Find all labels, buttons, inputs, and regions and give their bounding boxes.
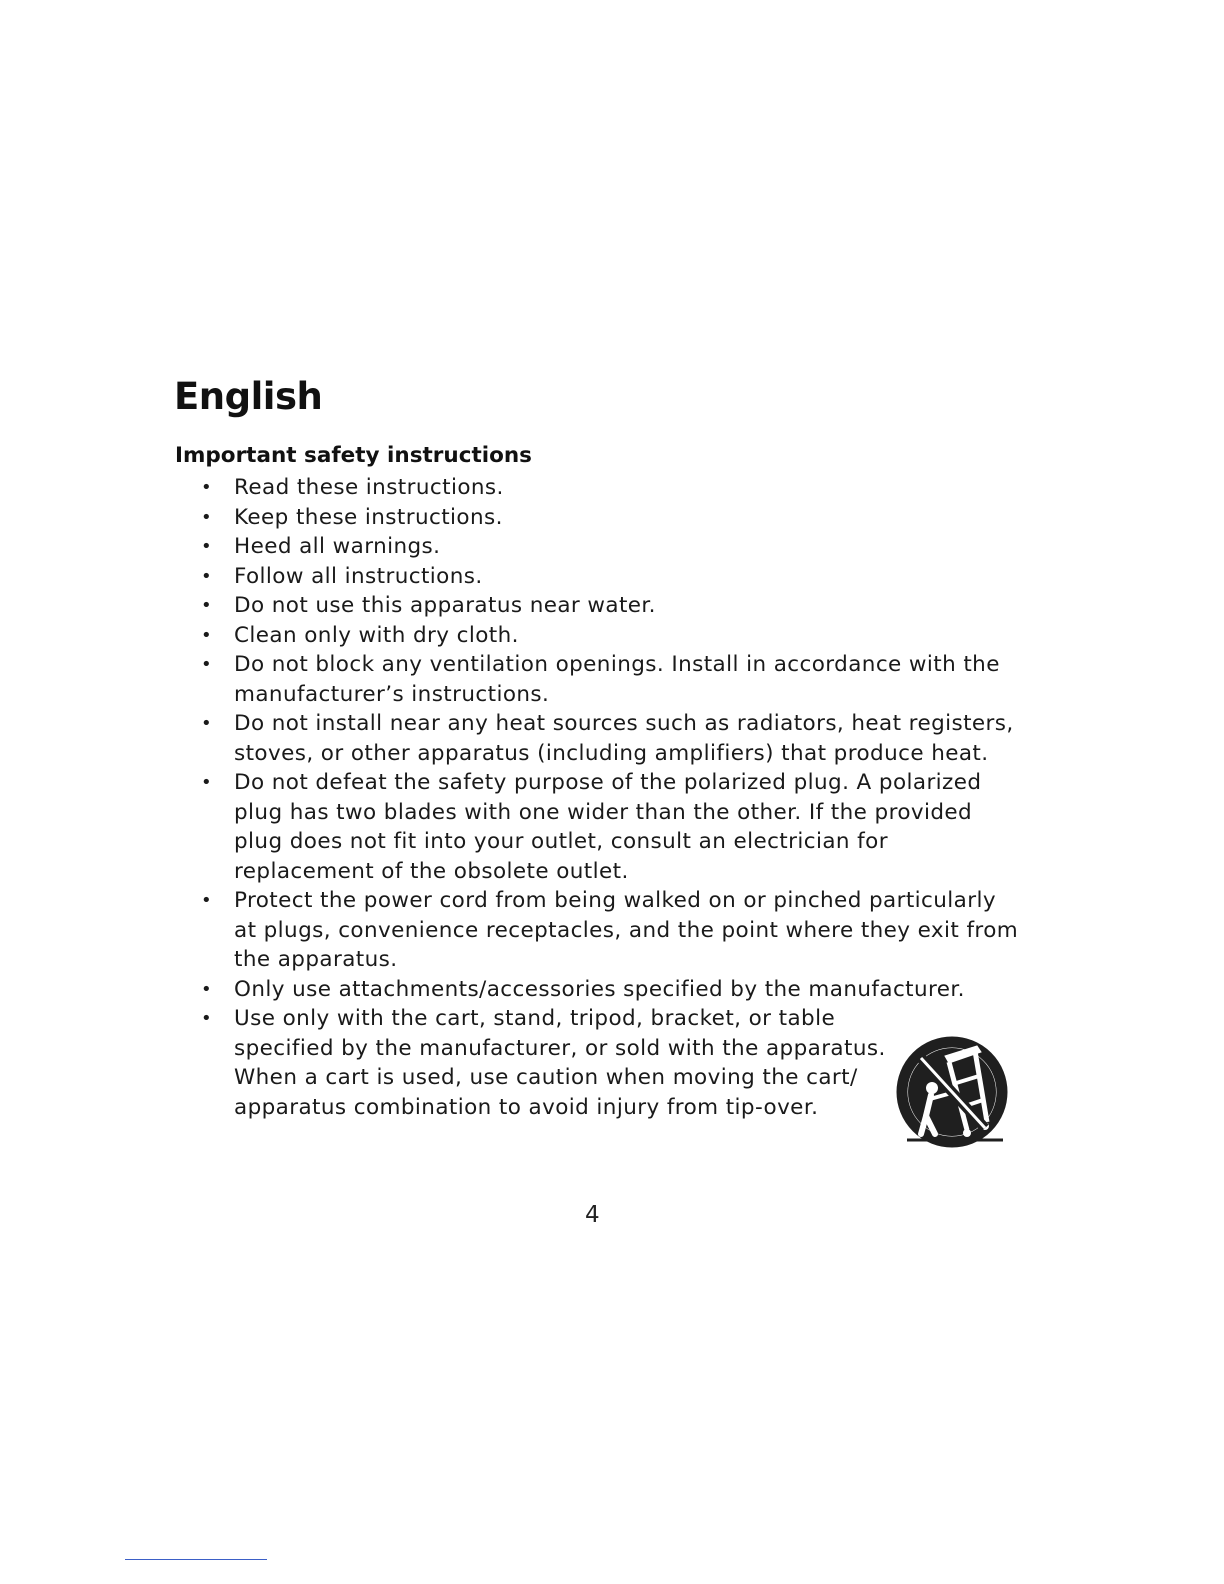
list-item: • Do not defeat the safety purpose of the polarized plug. A polarized plug has two blades with one wider than the other. If the provided plug does not fit into your outlet, consult an electrician for replacement of the obsolete outlet.	[234, 768, 1024, 886]
list-item: • Only use attachments/accessories specified by the manufacturer.	[234, 975, 1024, 1005]
list-item: • Clean only with dry cloth.	[234, 621, 1024, 651]
list-item: • Protect the power cord from being walked on or pinched particularly at plugs, convenience receptacles, and the point where they exit from the apparatus.	[234, 886, 1024, 975]
list-item: • Read these instructions.	[234, 473, 1024, 503]
list-item: • Keep these instructions.	[234, 503, 1024, 533]
page-number: 4	[585, 1202, 600, 1228]
section-heading: Important safety instructions	[175, 443, 532, 468]
footnote-divider	[125, 1559, 267, 1560]
list-item: • Do not install near any heat sources such as radiators, heat registers, stoves, or other apparatus (including amplifiers) that produce heat.	[234, 709, 1024, 768]
list-item: • Do not use this apparatus near water.	[234, 591, 1024, 621]
list-item: • Do not block any ventilation openings. Install in accordance with the manufacturer’s instructions.	[234, 650, 1024, 709]
page-title: English	[174, 375, 323, 418]
list-item: • Heed all warnings.	[234, 532, 1024, 562]
safety-instruction-list	[234, 473, 1024, 1122]
list-item: • Follow all instructions.	[234, 562, 1024, 592]
list-item: • Use only with the cart, stand, tripod, bracket, or table specified by the manufacturer, or sold with the apparatus. When a cart is used, use caution when moving the cart/ apparatus combination to avoid injury from tip-over.	[234, 1004, 894, 1122]
cart-tip-over-warning-icon	[893, 1036, 1013, 1150]
